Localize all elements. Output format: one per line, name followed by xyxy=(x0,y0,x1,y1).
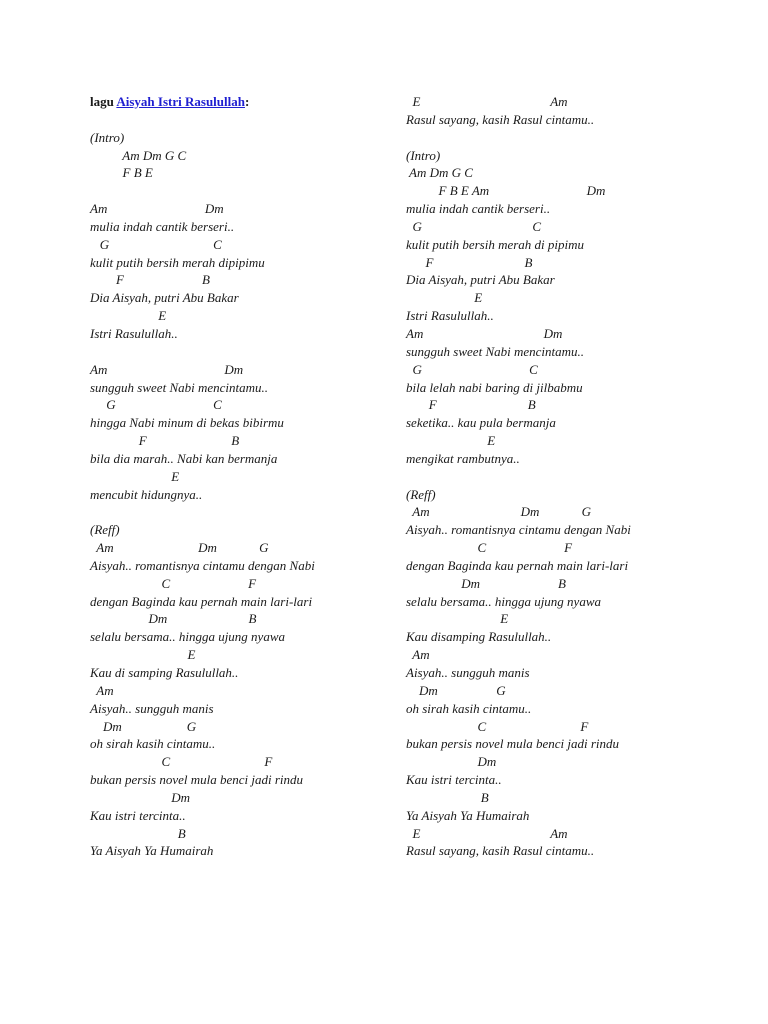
right-column xyxy=(406,93,736,860)
chord-line: Dm G xyxy=(406,682,506,698)
lyric-line: Rasul sayang, kasih Rasul cintamu.. xyxy=(406,843,595,859)
chord-line: E xyxy=(406,433,496,449)
chord-line: G C xyxy=(406,218,542,234)
lyric-line: Dia Aisyah, putri Abu Bakar xyxy=(406,272,555,288)
chord-line: F B xyxy=(90,433,240,449)
lyric-line: bila dia marah.. Nabi kan bermanja xyxy=(90,450,278,466)
lyric-line: hingga Nabi minum di bekas bibirmu xyxy=(90,415,284,431)
chord-line: E xyxy=(406,290,483,306)
lyric-line: Rasul sayang, kasih Rasul cintamu.. xyxy=(406,111,595,127)
lyric-line: Istri Rasulullah.. xyxy=(90,325,178,341)
chord-line: Am Dm G C xyxy=(90,147,187,163)
lyric-line: Kau disamping Rasulullah.. xyxy=(406,629,552,645)
lyric-line: bukan persis novel mula benci jadi rindu xyxy=(90,772,304,788)
chord-line: G C xyxy=(90,397,222,413)
chord-line: F B E xyxy=(90,165,153,181)
chord-line: Am Dm G xyxy=(406,504,592,520)
lyric-line: oh sirah kasih cintamu.. xyxy=(406,700,532,716)
chord-line: Dm B xyxy=(406,575,566,591)
chord-line: Dm G xyxy=(90,718,197,734)
chord-line: E Am xyxy=(406,825,568,841)
lyric-line: mulia indah cantik berseri.. xyxy=(90,218,235,234)
blank-line xyxy=(90,343,420,361)
chord-line: F B xyxy=(406,254,533,270)
chord-line: Am Dm xyxy=(90,201,224,217)
section-label: (Reff) xyxy=(90,522,120,538)
section-label: (Reff) xyxy=(406,486,436,502)
lyric-line: kulit putih bersih merah dipipimu xyxy=(90,254,265,270)
chord-line: F B E Am Dm xyxy=(406,183,606,199)
chord-line: C F xyxy=(406,718,589,734)
blank-line xyxy=(406,468,736,486)
chord-line: Am xyxy=(90,682,114,698)
chord-line: F B xyxy=(90,272,210,288)
song-title-link[interactable]: Aisyah Istri Rasulullah xyxy=(116,94,245,109)
chord-line: E xyxy=(90,308,167,324)
chord-line: Am Dm G xyxy=(90,540,269,556)
chord-line: Am Dm xyxy=(406,325,563,341)
chord-line: C F xyxy=(90,754,273,770)
chord-line: E xyxy=(90,647,196,663)
lyric-line: selalu bersama.. hingga ujung nyawa xyxy=(90,629,285,645)
lyric-line: dengan Baginda kau pernah main lari-lari xyxy=(90,593,313,609)
chord-line: B xyxy=(90,825,186,841)
chord-line: E Am xyxy=(406,94,568,109)
lyric-line: Ya Aisyah Ya Humairah xyxy=(406,807,530,823)
lyric-line: bukan persis novel mula benci jadi rindu xyxy=(406,736,620,752)
lyric-line: Istri Rasulullah.. xyxy=(406,308,494,324)
lyric-line: Aisyah.. sungguh manis xyxy=(406,665,530,680)
lyric-line: dengan Baginda kau pernah main lari-lari xyxy=(406,557,629,573)
chord-line: G C xyxy=(406,361,538,377)
lyric-line: sungguh sweet Nabi mencintamu.. xyxy=(406,343,585,359)
lyric-line: Aisyah.. romantisnya cintamu dengan Nabi xyxy=(90,557,315,573)
chord-line: Dm xyxy=(406,754,497,770)
lyric-line: bila lelah nabi baring di jilbabmu xyxy=(406,379,583,395)
chord-line: E xyxy=(406,611,509,627)
blank-line xyxy=(90,182,420,200)
chord-line: Dm B xyxy=(90,611,257,627)
lyric-line: Kau istri tercinta.. xyxy=(406,772,502,788)
lyric-line: seketika.. kau pula bermanja xyxy=(406,415,556,431)
lyric-line: mulia indah cantik berseri.. xyxy=(406,201,551,217)
chord-line: E xyxy=(90,468,180,484)
lyric-line: Dia Aisyah, putri Abu Bakar xyxy=(90,290,239,306)
chord-line: G C xyxy=(90,236,222,252)
chord-line: C F xyxy=(90,575,257,591)
lyric-line: Kau istri tercinta.. xyxy=(90,807,186,823)
lyric-line: mengikat rambutnya.. xyxy=(406,450,520,466)
chord-line: Am xyxy=(406,647,430,663)
blank-line xyxy=(90,503,420,521)
lyric-line: sungguh sweet Nabi mencintamu.. xyxy=(90,379,269,395)
lyric-line: Aisyah.. romantisnya cintamu dengan Nabi xyxy=(406,522,631,538)
chord-line: B xyxy=(406,789,489,805)
chord-line: F B xyxy=(406,397,536,413)
title-colon: : xyxy=(244,94,250,109)
lyric-line: oh sirah kasih cintamu.. xyxy=(90,736,216,752)
blank-line xyxy=(406,129,736,147)
lyric-line: mencubit hidungnya.. xyxy=(90,486,203,502)
section-label: (Intro) xyxy=(406,147,441,163)
section-label: (Intro) xyxy=(90,129,125,145)
lyric-line: selalu bersama.. hingga ujung nyawa xyxy=(406,593,601,609)
chord-line: C F xyxy=(406,540,573,556)
song-title-line xyxy=(90,93,420,111)
title-prefix: lagu xyxy=(90,94,117,109)
blank-line xyxy=(90,111,420,129)
lyric-line: Kau di samping Rasulullah.. xyxy=(90,665,239,680)
lyric-line: Aisyah.. sungguh manis xyxy=(90,700,214,716)
chord-line: Dm xyxy=(90,789,191,805)
chord-line: Am Dm xyxy=(90,361,244,377)
chord-line: Am Dm G C xyxy=(406,165,473,181)
lyric-line: Ya Aisyah Ya Humairah xyxy=(90,843,214,859)
lyric-line: kulit putih bersih merah di pipimu xyxy=(406,236,585,252)
left-column xyxy=(90,93,420,860)
